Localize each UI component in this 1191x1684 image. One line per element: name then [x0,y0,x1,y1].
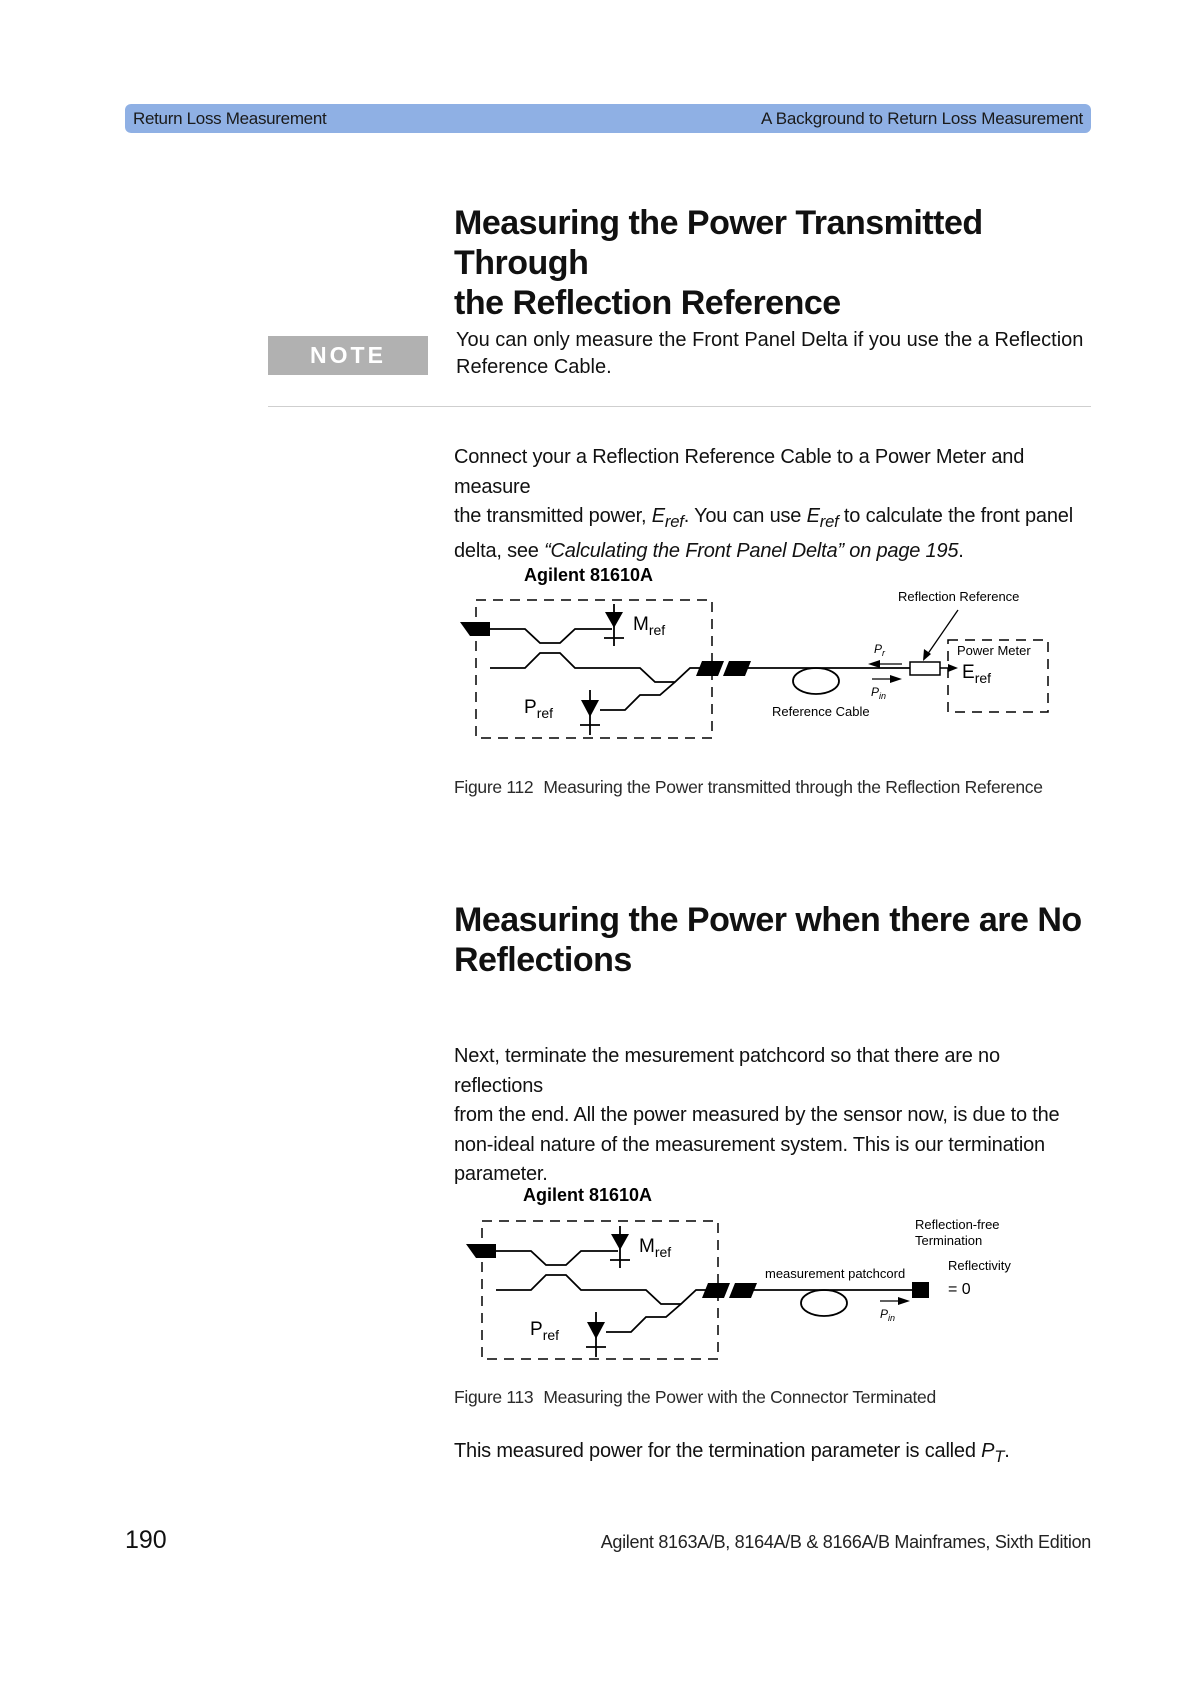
cable-loop [793,668,839,694]
para-line: Next, terminate the mesurement patchcord so that there are no reflections [454,1045,1000,1097]
para-line: parameter. [454,1163,548,1185]
eref-label: $E_{ref}$ [962,662,992,686]
running-header [125,104,1091,133]
port-connector [466,1244,496,1258]
paragraph-transmitted-power [454,443,1094,566]
header-chapter: Return Loss Measurement [133,109,327,128]
var-e: E [651,505,665,527]
page-number: 190 [125,1526,167,1554]
figure-113-caption: Figure 113 Measuring the Power with the Connector Terminated [454,1387,936,1407]
var-sub: ref [819,512,839,531]
note-label: NOTE [268,336,428,375]
port-connector [460,622,490,636]
figure-112-caption: Figure 112 Measuring the Power transmitted through the Reflection Reference [454,777,1043,797]
mref-label: $M_{ref}$ [639,1236,672,1260]
mref-label: $M_{ref}$ [633,614,666,638]
cable-loop [801,1290,847,1316]
coupler-path [496,1275,710,1304]
reflection-reference-element [910,662,940,675]
figure-112-diagram [440,560,1080,760]
header-section: A Background to Return Loss Measurement [761,109,1083,128]
paragraph-pt [454,1437,1094,1472]
coupler-path [490,653,706,682]
figure-113-diagram [440,1180,1080,1360]
patchcord-label: measurement patchcord [765,1266,906,1281]
reflection-free-label: Reflection-free [915,1217,1000,1232]
var-e: E [806,505,820,527]
title-line: Reflections [454,941,632,979]
reference-cable-label: Reference Cable [772,704,870,719]
section-title-transmitted [454,203,1094,323]
title-line: Measuring the Power Transmitted Through [454,204,983,282]
title-line: the Reflection Reference [454,284,841,322]
para-line: the transmitted power, $E_{ref}$. You can use $E_{ref}$ to calculate the front panel [454,505,1073,531]
front-panel-connector [702,1283,730,1298]
footer-title: Agilent 8163A/B, 8164A/B & 8166A/B Mainframes, Sixth Edition [600,1532,1091,1552]
pref-label: $P_{ref}$ [524,697,554,721]
para-line: delta, see “Calculating the Front Panel Delta” on page 195. [454,539,964,562]
pr-label: $P_r$ [874,642,886,658]
note-line: Reference Cable. [456,356,612,378]
power-meter-label: Power Meter [957,643,1031,658]
instrument-label: Agilent 81610A [524,565,654,585]
note-text [456,327,1096,381]
front-panel-connector [696,661,724,676]
para-line: Connect your a Reflection Reference Cable to a Power Meter and measure [454,446,1025,498]
var-p: P [981,1440,995,1462]
var-sub: ref [664,512,684,531]
note-line: You can only measure the Front Panel Delta if you use the a Reflection [456,329,1084,351]
termination-block [912,1282,929,1298]
pin-label: $P_{in}$ [880,1307,896,1323]
reflectivity-value: = 0 [948,1281,971,1298]
note-divider [268,406,1091,407]
title-line: Measuring the Power when there are No [454,901,1082,939]
reflectivity-label: Reflectivity [948,1258,1011,1273]
termination-label: Termination [915,1233,983,1248]
cross-reference-link[interactable]: “Calculating the Front Panel Delta” on page 195 [544,539,959,562]
pin-label: $P_{in}$ [871,685,887,701]
pref-label: $P_{ref}$ [530,1319,560,1343]
para-line: non-ideal nature of the measurement system. This is our termination [454,1133,1045,1156]
reflection-reference-label: Reflection Reference [898,589,1020,604]
section-title-no-reflections [454,900,1094,980]
instrument-label: Agilent 81610A [523,1185,653,1205]
paragraph-termination [454,1042,1094,1190]
instrument-box [476,600,712,738]
var-sub: T [994,1447,1005,1466]
para-line: This measured power for the termination parameter is called $P_T$. [454,1440,1010,1466]
para-line: from the end. All the power measured by the sensor now, is due to the [454,1104,1060,1126]
